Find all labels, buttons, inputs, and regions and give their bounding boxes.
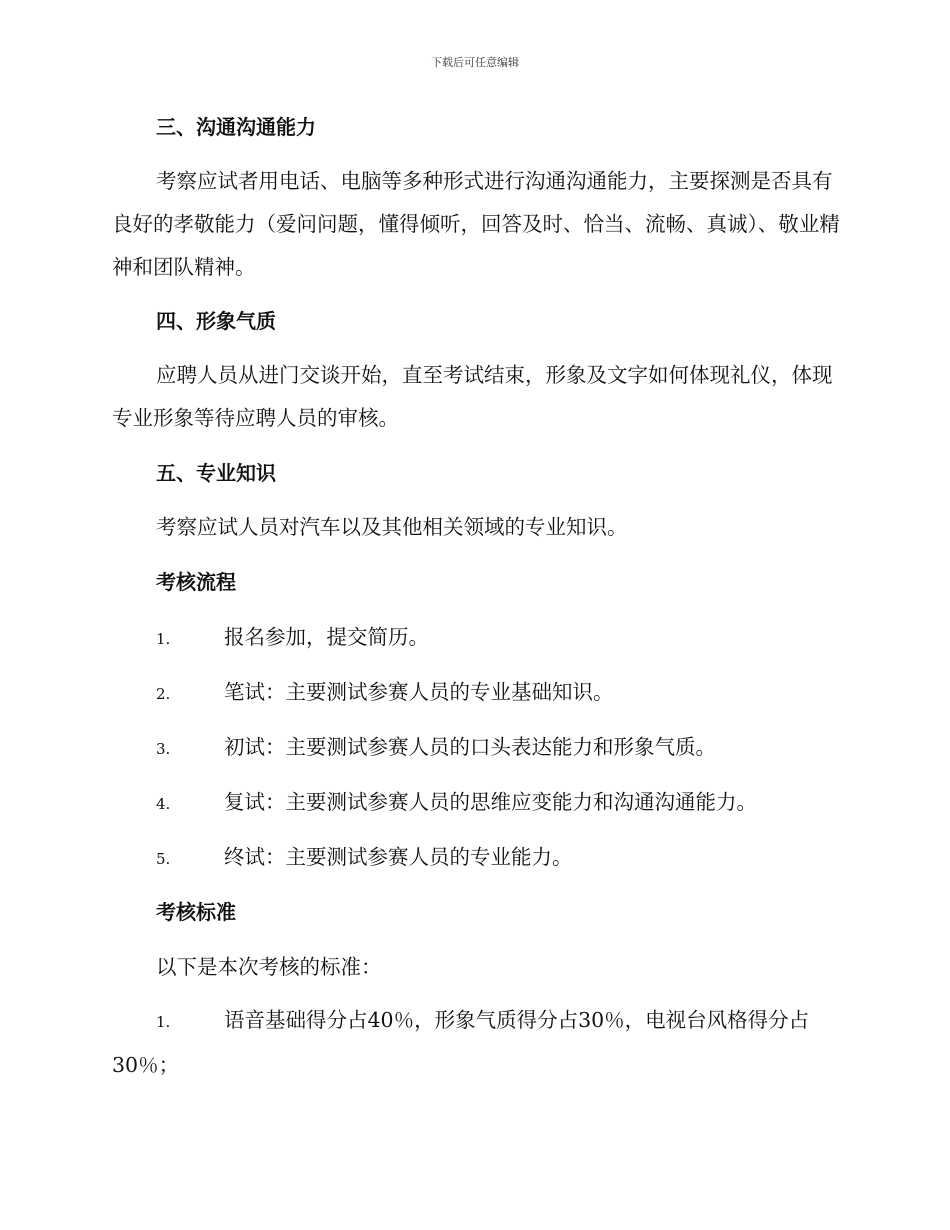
list-item-number: 5.: [156, 850, 171, 868]
list-item-number: 3.: [156, 740, 171, 758]
process-list-item: [156, 732, 842, 764]
section-heading-communication: 三、沟通沟通能力: [156, 115, 316, 139]
process-list-item: [156, 622, 842, 654]
process-list-item: [156, 677, 842, 709]
list-item-number: 4.: [156, 795, 171, 813]
list-item-text: 笔试：主要测试参赛人员的专业基础知识。: [224, 680, 614, 704]
section-body-communication: 考察应试者用电话、电脑等多种形式进行沟通沟通能力，主要探测是否具有良好的孝敬能力（爱问问题，懂得倾听，回答及时、恰当、流畅、真诚）、敬业精神和团队精神。: [112, 169, 840, 279]
list-item-number: 1.: [156, 1013, 171, 1031]
section-heading-standard: 考核标准: [156, 900, 236, 924]
list-item-text: 语音基础得分占40％，形象气质得分占30％，电视台风格得分占30％；: [112, 1008, 810, 1077]
list-item-number: 2.: [156, 685, 171, 703]
section-body-knowledge: 考察应试人员对汽车以及其他相关领域的专业知识。: [156, 515, 628, 539]
section-heading-process: 考核流程: [156, 570, 236, 594]
standard-list-item: [112, 999, 842, 1087]
list-item-text: 复试：主要测试参赛人员的思维应变能力和沟通沟通能力。: [224, 790, 757, 814]
process-list-item: [156, 842, 842, 874]
standard-intro: 以下是本次考核的标准：: [156, 955, 382, 979]
page-header-note: 下载后可任意编辑: [431, 56, 519, 69]
list-item-text: 初试：主要测试参赛人员的口头表达能力和形象气质。: [224, 735, 716, 759]
section-heading-image: 四、形象气质: [156, 309, 276, 333]
section-body-image: 应聘人员从进门交谈开始，直至考试结束，形象及文字如何体现礼仪，体现专业形象等待应聘人员的审核。: [112, 363, 833, 430]
section-heading-knowledge: 五、专业知识: [156, 461, 276, 485]
list-item-text: 终试：主要测试参赛人员的专业能力。: [224, 845, 573, 869]
list-item-text: 报名参加，提交简历。: [224, 625, 429, 649]
process-list-item: [156, 787, 842, 819]
list-item-number: 1.: [156, 630, 171, 648]
